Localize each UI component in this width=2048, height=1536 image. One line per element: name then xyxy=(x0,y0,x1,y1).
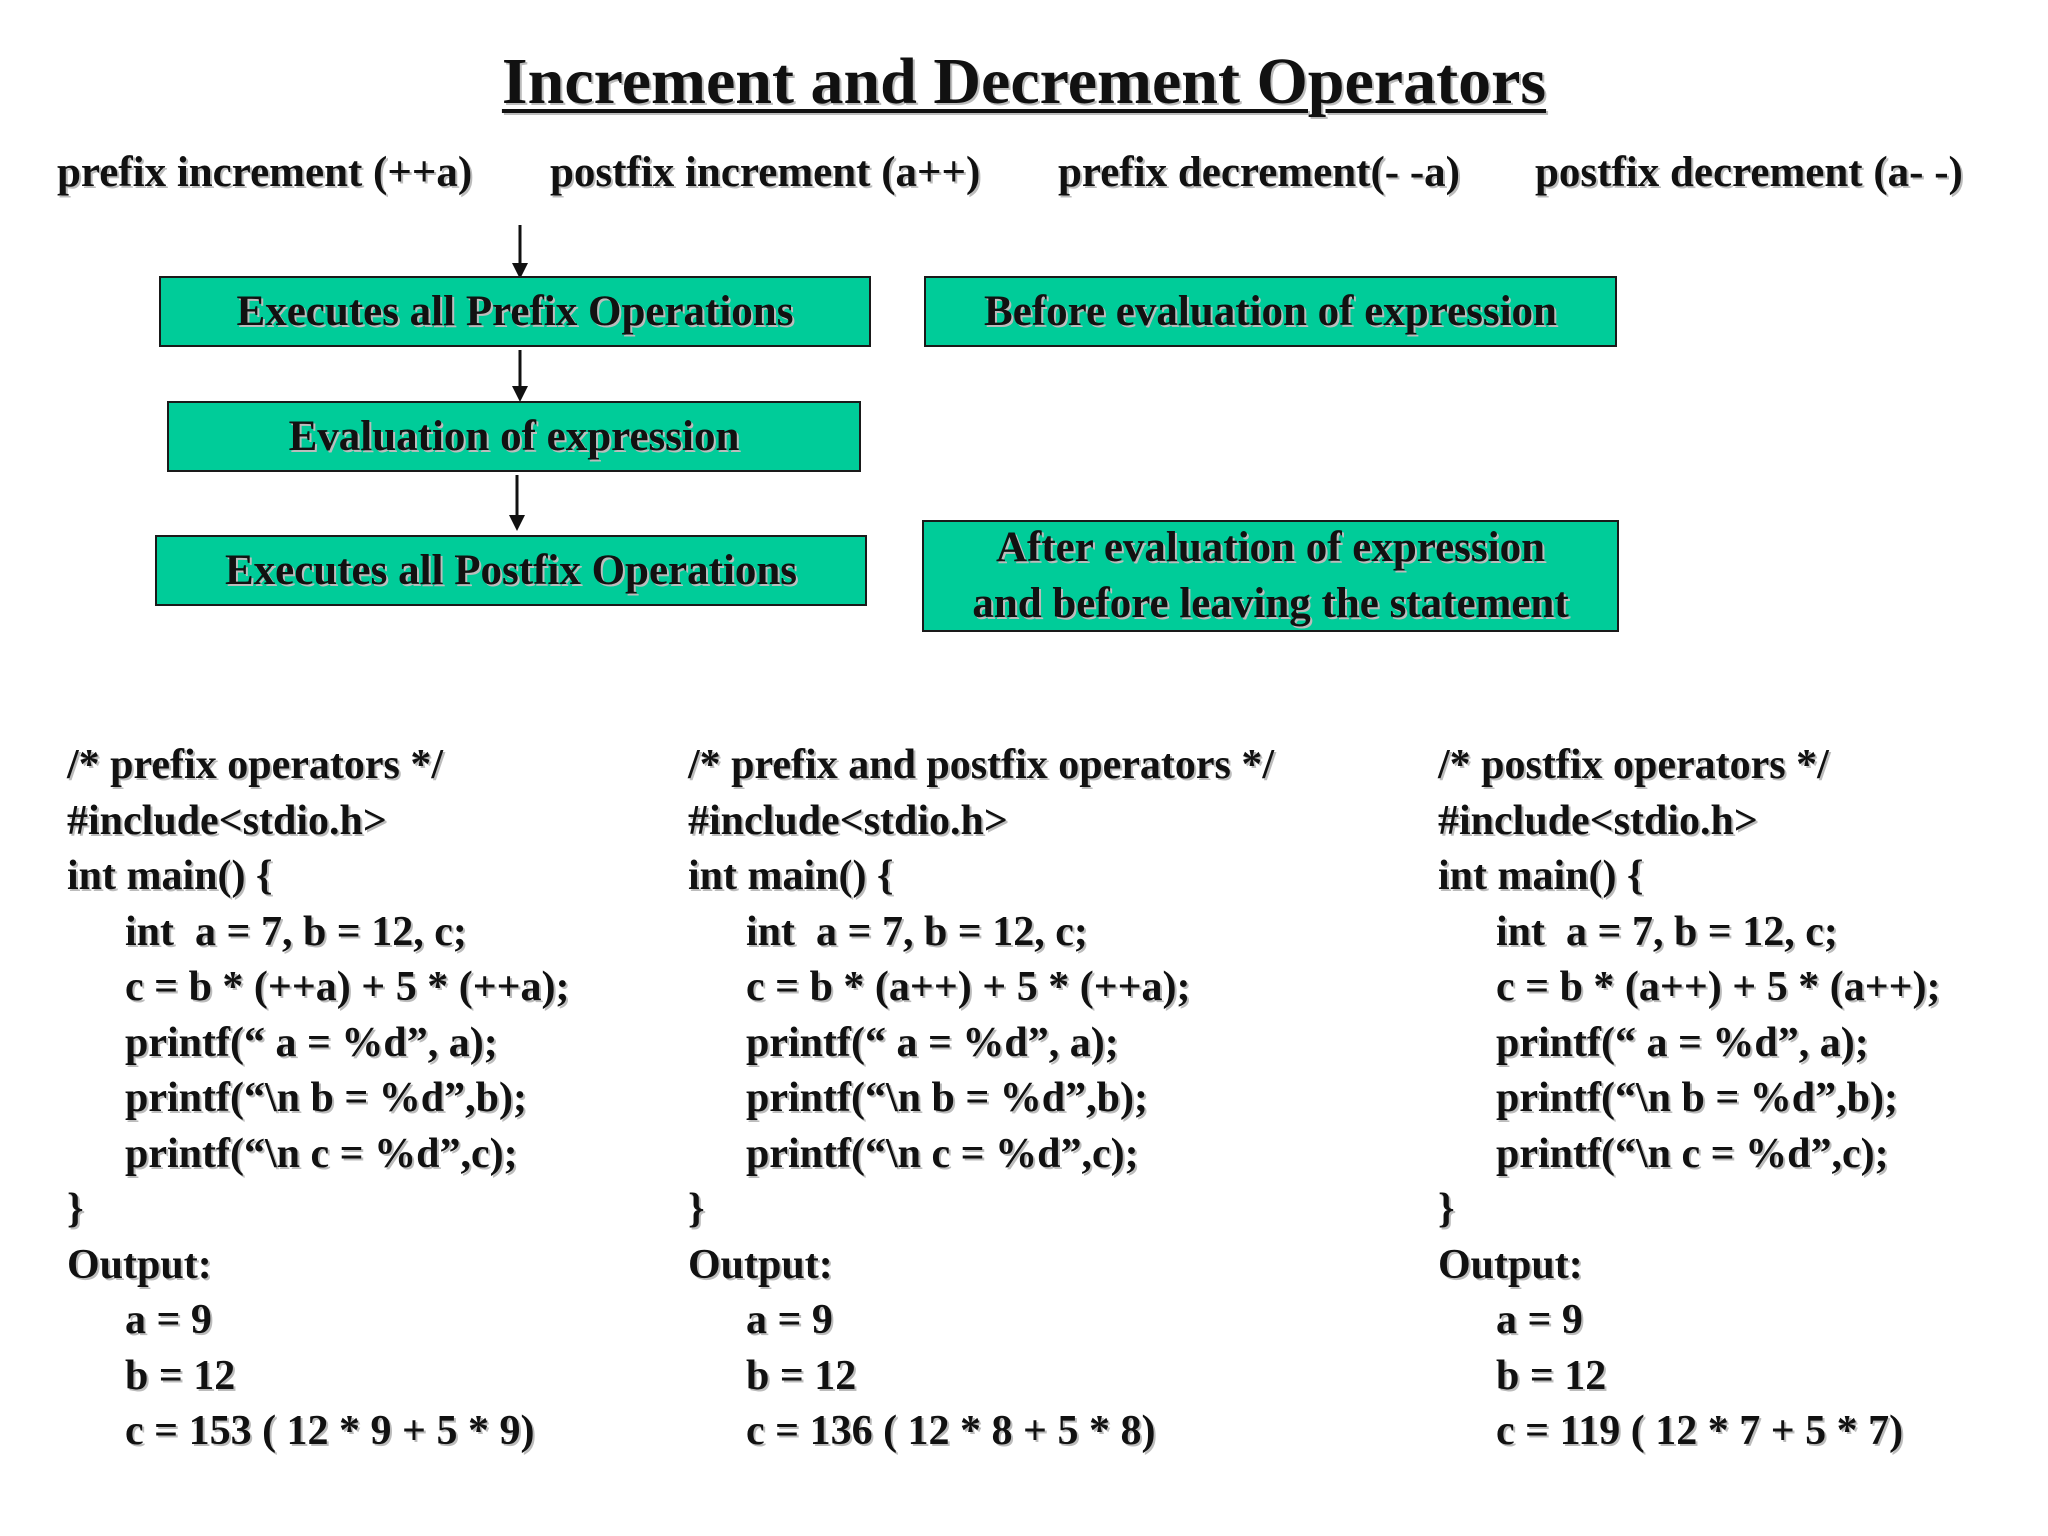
code-line-postfix-3: int a = 7, b = 12, c; xyxy=(1496,908,1838,955)
after-evaluation-text-line1: After evaluation of expression xyxy=(995,524,1545,571)
code-line-prefix-postfix-8: } xyxy=(688,1186,705,1232)
code-line-prefix-3: int a = 7, b = 12, c; xyxy=(125,908,467,955)
after-evaluation-box xyxy=(922,520,1619,632)
code-line-prefix-postfix-5: printf(“ a = %d”, a); xyxy=(746,1019,1119,1066)
evaluation-box xyxy=(167,401,861,472)
code-line-prefix-postfix-4: c = b * (a++) + 5 * (++a); xyxy=(746,964,1191,1010)
postfix-operations-text: Executes all Postfix Operations xyxy=(224,546,798,594)
arrow-to-evaluation-box xyxy=(508,350,532,404)
code-line-prefix-6: printf(“\n b = %d”,b); xyxy=(125,1075,527,1121)
prefix-increment-label: prefix increment (++a) xyxy=(57,149,473,196)
prefix-operations-text: Executes all Prefix Operations xyxy=(236,287,794,335)
before-evaluation-text: Before evaluation of expression xyxy=(984,287,1557,335)
code-line-prefix-8: } xyxy=(67,1186,84,1232)
postfix-operations-box xyxy=(155,535,867,606)
code-line-prefix-postfix-3: int a = 7, b = 12, c; xyxy=(746,908,1088,955)
code-line-prefix-postfix-12: c = 136 ( 12 * 8 + 5 * 8) xyxy=(746,1408,1156,1454)
prefix-decrement-label: prefix decrement(- -a) xyxy=(1058,149,1460,196)
code-line-prefix-postfix-7: printf(“\n c = %d”,c); xyxy=(746,1130,1139,1177)
code-line-postfix-8: } xyxy=(1438,1186,1455,1232)
after-evaluation-text-line2: and before leaving the statement xyxy=(972,580,1569,627)
code-example-postfix xyxy=(1438,738,1941,1460)
evaluation-text: Evaluation of expression xyxy=(288,412,740,460)
code-line-postfix-0: /* postfix operators */ xyxy=(1438,742,1829,788)
code-line-postfix-6: printf(“\n b = %d”,b); xyxy=(1496,1075,1898,1121)
code-line-prefix-12: c = 153 ( 12 * 9 + 5 * 9) xyxy=(125,1408,535,1454)
arrow-to-prefix-box xyxy=(508,225,532,281)
code-line-prefix-5: printf(“ a = %d”, a); xyxy=(125,1019,498,1066)
code-line-postfix-1: #include<stdio.h> xyxy=(1438,797,1758,844)
code-line-prefix-10: a = 9 xyxy=(125,1297,212,1343)
code-line-postfix-12: c = 119 ( 12 * 7 + 5 * 7) xyxy=(1496,1408,1904,1454)
before-evaluation-box xyxy=(924,276,1617,347)
code-line-prefix-2: int main() { xyxy=(67,853,273,899)
code-line-postfix-2: int main() { xyxy=(1438,853,1644,899)
code-line-prefix-9: Output: xyxy=(67,1241,212,1288)
postfix-increment-label: postfix increment (a++) xyxy=(550,149,981,196)
code-example-prefix xyxy=(67,738,570,1460)
code-line-prefix-0: /* prefix operators */ xyxy=(67,742,443,788)
code-line-postfix-7: printf(“\n c = %d”,c); xyxy=(1496,1130,1889,1177)
code-example-prefix-postfix xyxy=(688,738,1274,1460)
code-line-prefix-7: printf(“\n c = %d”,c); xyxy=(125,1130,518,1177)
code-line-prefix-postfix-0: /* prefix and postfix operators */ xyxy=(688,742,1275,788)
postfix-decrement-label: postfix decrement (a- -) xyxy=(1535,149,1963,196)
code-line-postfix-5: printf(“ a = %d”, a); xyxy=(1496,1019,1869,1066)
code-line-prefix-4: c = b * (++a) + 5 * (++a); xyxy=(125,964,570,1010)
code-line-prefix-postfix-1: #include<stdio.h> xyxy=(688,797,1008,844)
code-line-prefix-1: #include<stdio.h> xyxy=(67,797,387,844)
code-line-prefix-postfix-2: int main() { xyxy=(688,853,894,899)
code-line-prefix-postfix-6: printf(“\n b = %d”,b); xyxy=(746,1075,1148,1121)
code-line-prefix-11: b = 12 xyxy=(125,1352,236,1399)
slide-title: Increment and Decrement Operators xyxy=(501,45,1547,118)
code-line-prefix-postfix-10: a = 9 xyxy=(746,1297,833,1343)
code-line-postfix-9: Output: xyxy=(1438,1241,1583,1288)
code-line-prefix-postfix-9: Output: xyxy=(688,1241,833,1288)
prefix-operations-box xyxy=(159,276,871,347)
code-line-postfix-11: b = 12 xyxy=(1496,1352,1607,1399)
code-line-postfix-4: c = b * (a++) + 5 * (a++); xyxy=(1496,964,1941,1010)
arrow-to-postfix-box xyxy=(505,475,529,533)
code-line-postfix-10: a = 9 xyxy=(1496,1297,1583,1343)
code-line-prefix-postfix-11: b = 12 xyxy=(746,1352,857,1399)
